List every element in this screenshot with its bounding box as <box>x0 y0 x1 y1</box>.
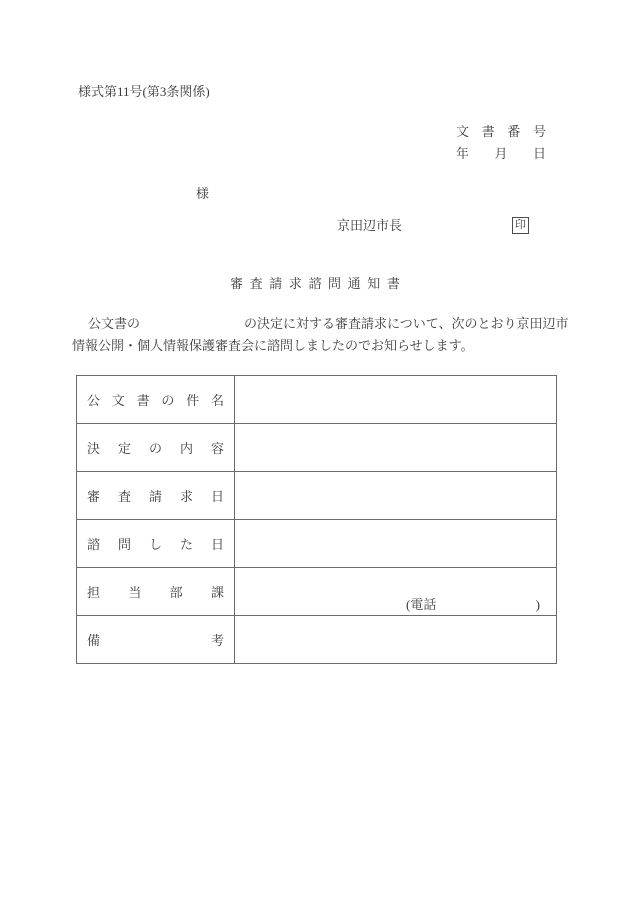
row-label-decision-content: 決 定 の 内 容 <box>87 441 224 456</box>
body-line1-suffix: の決定に対する審査請求について、次のとおり京田辺市 <box>244 316 569 331</box>
table-row <box>77 472 557 520</box>
row-value-referral-date <box>235 520 557 568</box>
row-label-referral-date: 諮 問 し た 日 <box>87 537 224 552</box>
row-value-review-request-date <box>235 472 557 520</box>
table-row <box>77 376 557 424</box>
body-paragraph-line2: 情報公開・個人情報保護審査会に諮問しましたのでお知らせします。 <box>72 338 474 353</box>
form-table <box>76 375 557 664</box>
row-value-department <box>235 568 557 616</box>
doc-meta-block <box>456 125 546 160</box>
phone-label-close: ) <box>535 597 540 612</box>
row-label-document-name: 公 文 書 の 件 名 <box>87 393 224 408</box>
table-row <box>77 568 557 616</box>
table-row <box>77 616 557 664</box>
row-label-remarks: 備 考 <box>87 633 224 648</box>
table-row <box>77 520 557 568</box>
phone-label-open: (電話 <box>406 597 437 612</box>
doc-number-label: 文 書 番 号 <box>456 124 546 139</box>
row-value-remarks <box>235 616 557 664</box>
row-value-decision-content <box>235 424 557 472</box>
body-line1-prefix: 公文書の <box>88 316 141 331</box>
row-value-document-name <box>235 376 557 424</box>
row-label-review-request-date: 審 査 請 求 日 <box>87 489 224 504</box>
body-paragraph-line1 <box>88 316 569 331</box>
table-row <box>77 424 557 472</box>
document-title: 審 査 請 求 諮 問 通 知 書 <box>230 276 400 291</box>
seal-mark-icon: 印 <box>512 217 529 234</box>
form-number: 様式第11号(第3条関係) <box>78 84 210 99</box>
row-label-department: 担 当 部 課 <box>87 585 224 600</box>
sender-title: 京田辺市長 <box>337 218 403 233</box>
recipient-honorific: 様 <box>196 186 210 201</box>
phone-entry-line <box>406 597 540 612</box>
date-line: 年 月 日 <box>456 146 546 161</box>
